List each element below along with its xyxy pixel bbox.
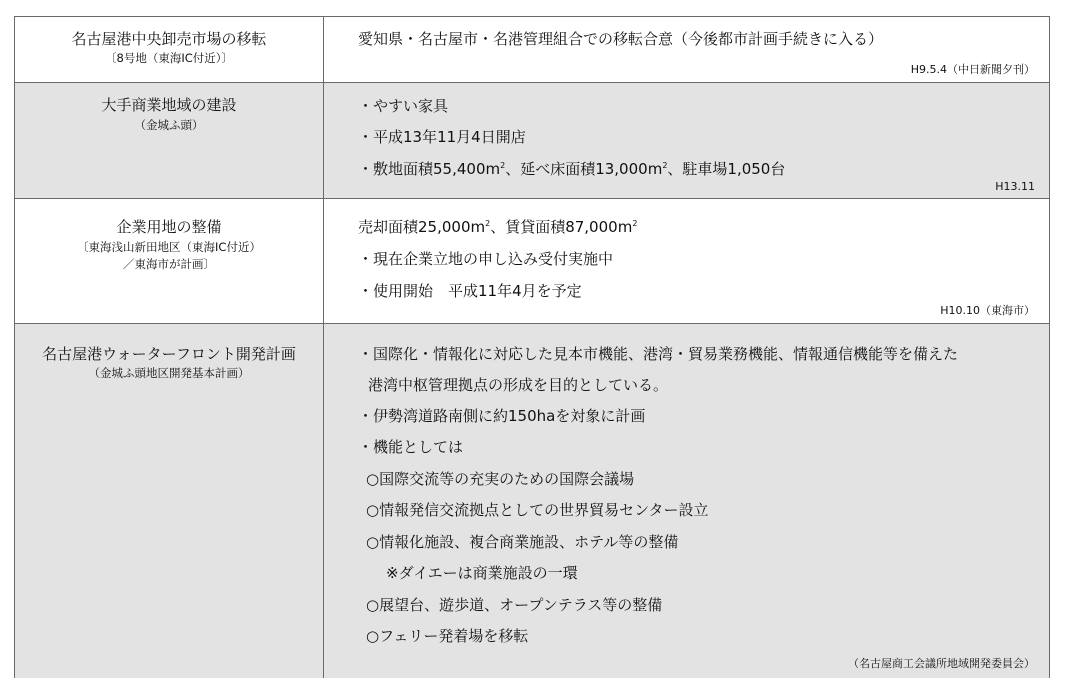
table-row — [15, 324, 1049, 678]
source-note: H13.11 — [995, 180, 1035, 193]
area-text: 、賃貸面積87,000m — [490, 218, 633, 236]
unit-superscript: 2 — [485, 219, 491, 228]
detail-line: ・現在企業立地の申し込み受付実施中 — [358, 250, 614, 268]
detail-line: ・機能としては — [358, 438, 464, 456]
area-text: ・敷地面積55,400m — [358, 160, 501, 178]
area-text: 、延べ床面積13,000m — [505, 160, 663, 178]
row-title: 名古屋港ウォーターフロント開発計画 — [42, 345, 296, 363]
row-title: 名古屋港中央卸売市場の移転 — [71, 30, 267, 48]
row-heading-cell — [15, 324, 324, 678]
row-subtitle: （金城ふ頭地区開発基本計画） — [88, 366, 250, 380]
detail-line: ○フェリー発着場を移転 — [366, 627, 529, 645]
detail-line-area — [358, 217, 637, 237]
row-detail-cell — [324, 83, 1049, 198]
detail-line: ○展望台、遊歩道、オープンテラス等の整備 — [366, 596, 663, 614]
detail-line: ・平成13年11月4日開店 — [358, 128, 526, 146]
row-subtitle: 〔東海浅山新田地区（東海IC付近） — [77, 240, 261, 254]
relocation-table — [14, 16, 1050, 678]
detail-line: ○情報化施設、複合商業施設、ホテル等の整備 — [366, 533, 679, 551]
row-heading-cell — [15, 17, 324, 82]
unit-superscript: 2 — [632, 219, 638, 228]
area-text: 売却面積25,000m — [358, 218, 486, 236]
detail-line: ※ダイエーは商業施設の一環 — [386, 564, 578, 582]
source-note: （名古屋商工会議所地域開発委員会） — [848, 657, 1035, 670]
detail-line: ○情報発信交流拠点としての世界貿易センター設立 — [366, 501, 709, 519]
row-title: 企業用地の整備 — [116, 218, 222, 236]
row-detail-cell — [324, 17, 1049, 82]
table-row — [15, 83, 1049, 199]
detail-line: ○国際交流等の充実のための国際会議場 — [366, 470, 635, 488]
detail-line: ・国際化・情報化に対応した見本市機能、港湾・貿易業務機能、情報通信機能等を備えた — [358, 345, 959, 363]
area-text: 、駐車場1,050台 — [667, 160, 786, 178]
detail-line: ・使用開始 平成11年4月を予定 — [358, 282, 582, 300]
row-title: 大手商業地域の建設 — [101, 96, 237, 114]
row-subtitle: 〔8号地（東海IC付近）〕 — [105, 51, 233, 65]
row-heading-cell — [15, 199, 324, 323]
row-detail-cell — [324, 199, 1049, 323]
unit-superscript: 2 — [662, 161, 668, 170]
row-heading-cell — [15, 83, 324, 198]
unit-superscript: 2 — [500, 161, 506, 170]
detail-line: 港湾中枢管理拠点の形成を目的としている。 — [368, 376, 669, 394]
source-note: H9.5.4（中日新聞夕刊） — [910, 63, 1035, 76]
table-row — [15, 17, 1049, 83]
detail-line: ・伊勢湾道路南側に約150haを対象に計画 — [358, 407, 646, 425]
detail-line: ・やすい家具 — [358, 97, 449, 115]
row-detail-cell — [324, 324, 1049, 678]
table-row — [15, 199, 1049, 324]
row-subtitle: （金城ふ頭） — [134, 118, 204, 132]
row-subtitle: ／東海市が計画〕 — [123, 257, 215, 271]
source-note: H10.10（東海市） — [940, 304, 1035, 317]
detail-line-area — [358, 159, 785, 179]
detail-line: 愛知県・名古屋市・名港管理組合での移転合意（今後都市計画手続きに入る） — [358, 30, 884, 48]
